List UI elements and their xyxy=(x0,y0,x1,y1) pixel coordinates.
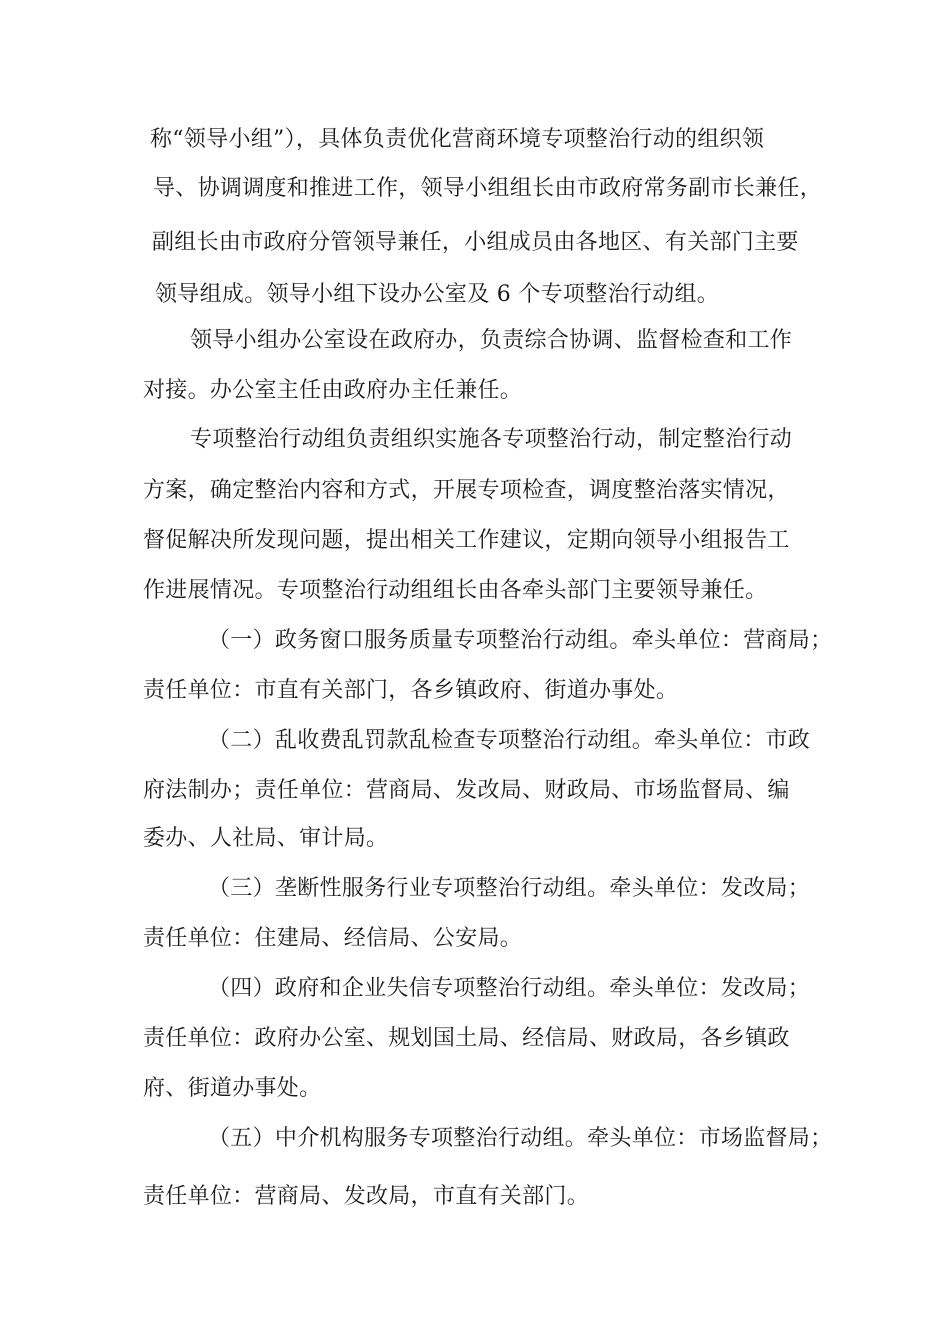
text-line: 称“领导小组”），具体负责优化营商环境专项整治行动的组织领 xyxy=(150,127,765,152)
text-line: 作进展情况。专项整治行动组组长由各牵头部门主要领导兼任。 xyxy=(143,578,768,603)
text-line: 专项整治行动组负责组织实施各专项整治行动，制定整治行动 xyxy=(190,427,793,452)
text-line: 责任单位：政府办公室、规划国土局、经信局、财政局，各乡镇政 xyxy=(143,1026,790,1051)
text-line: 府、街道办事处。 xyxy=(143,1076,322,1101)
text-line: 责任单位：市直有关部门，各乡镇政府、街道办事处。 xyxy=(143,678,679,703)
text-line: 副组长由市政府分管领导兼任，小组成员由各地区、有关部门主要 xyxy=(152,230,799,255)
text-line: 责任单位：营商局、发改局，市直有关部门。 xyxy=(143,1184,590,1209)
text-line: 领导组成。领导小组下设办公室及 6 个专项整治行动组。 xyxy=(155,282,720,307)
text-line: （五）中介机构服务专项整治行动组。牵头单位：市场监督局； xyxy=(208,1126,833,1151)
text-line: （四）政府和企业失信专项整治行动组。牵头单位：发改局； xyxy=(208,976,811,1001)
text-line: 府法制办；责任单位：营商局、发改局、财政局、市场监督局、编 xyxy=(143,778,790,803)
text-line: 委办、人社局、审计局。 xyxy=(143,826,389,851)
text-line: （三）垄断性服务行业专项整治行动组。牵头单位：发改局； xyxy=(208,876,811,901)
text-line: 方案，确定整治内容和方式，开展专项检查，调度整治落实情况， xyxy=(143,478,790,503)
text-line: （二）乱收费乱罚款乱检查专项整治行动组。牵头单位：市政 xyxy=(208,728,811,753)
text-line: 领导小组办公室设在政府办，负责综合协调、监督检查和工作 xyxy=(190,328,793,353)
text-line: 导、协调调度和推进工作，领导小组组长由市政府常务副市长兼任， xyxy=(153,176,823,201)
text-line: 责任单位：住建局、经信局、公安局。 xyxy=(143,926,523,951)
text-line: 对接。办公室主任由政府办主任兼任。 xyxy=(143,378,523,403)
text-line: 督促解决所发现问题，提出相关工作建议，定期向领导小组报告工 xyxy=(143,528,790,553)
text-line: （一）政务窗口服务质量专项整治行动组。牵头单位：营商局； xyxy=(208,628,833,653)
